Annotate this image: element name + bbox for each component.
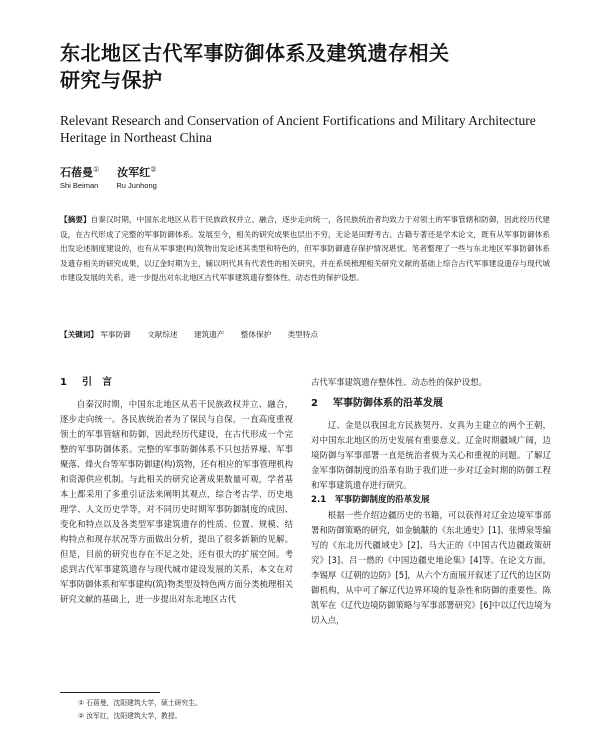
english-title-line-2: Heritage in Northeast China	[60, 130, 212, 145]
section-2-heading	[311, 396, 551, 412]
author-1-pinyin: Shi Beiman	[60, 181, 99, 190]
author-2-pinyin: Ru Junhong	[116, 181, 157, 190]
section-2-paragraph: 辽、金是以我国北方民族契丹、女真为主建立的两个王朝，对中国东北地区的历史发展有重要意义。辽金时期疆域广阔，边境防御与军事部署一直是统治者极为关心和重视的问题。了解辽金军事防御制度的沿革有助于我们进一步对辽金时期的防御工程和军事建筑遗存进行研究。	[311, 420, 551, 490]
keywords	[60, 328, 550, 342]
keyword: 文献综述	[147, 330, 178, 339]
section-1-number: 1	[60, 377, 67, 388]
chinese-title	[60, 40, 550, 94]
keyword: 军事防御	[100, 330, 131, 339]
keywords-label: 【关键词】	[60, 330, 98, 339]
abstract	[60, 213, 550, 286]
keyword: 整体保护	[240, 330, 272, 339]
subsection-2-1-title: 军事防御制度的沿革发展	[335, 495, 430, 505]
english-title-line-1: Relevant Research and Conservation of Ancient Fortifications and Military Architecture	[60, 113, 536, 128]
subsection-2-1-number: 2.1	[311, 495, 327, 505]
authors-english	[60, 181, 157, 190]
right-column	[311, 375, 551, 628]
left-column	[60, 375, 293, 607]
footnotes	[78, 697, 202, 723]
keyword: 类型特点	[287, 330, 318, 339]
section-1-continuation: 古代军事建筑遗存整体性、动态性的保护设想。	[311, 377, 487, 387]
subsection-2-1-heading	[311, 493, 551, 508]
section-2-title: 军事防御体系的沿革发展	[333, 398, 443, 409]
section-1-title: 引 言	[82, 377, 112, 388]
subsection-2-1-paragraph: 根据一些介绍边疆历史的书籍，可以获得对辽金边境军事部署和防御策略的研究，如金毓黻的《东北通史》[1]、张博泉等编写的《东北历代疆域史》[2]、马大正的《中国古代边疆政策研究》[3]、吕一燃的《中国边疆史地论集》[4]等。在论文方面，李锡厚《辽朝的边防》[5]，从六个方面展开叙述了辽代的边区防御机构，从中可了解辽代边界环境的复杂性和防御的重要性。陈凯军在《辽代边境防御策略与军事部署研究》[6]中以辽代边境为切入点，	[311, 510, 551, 625]
footnote-1: ① 石蓓曼，沈阳建筑大学，硕士研究生。	[78, 699, 202, 707]
section-1-heading	[60, 375, 293, 391]
keyword: 建筑遗产	[193, 330, 225, 339]
author-2-name: 汝军红	[117, 166, 151, 179]
chinese-title-line-1: 东北地区古代军事防御体系及建筑遗存相关	[60, 41, 450, 65]
footnote-divider	[60, 692, 160, 693]
abstract-text: 自秦汉时期，中国东北地区从若干民族政权并立、融合，逐步走向统一，各民族统治者均致力于对领土的军事管辖和防御，因此经历代建设，在古代形成了完整的军事防御体系。发展至今，相关的研究成果也层出不穷，无论是田野考古、古籍专著还是学术论文，既有从军事防御体系出发论述制度建设的，也有从军事建(构)筑物出发论述其类型和特色的，但军事防御遗存保护情况堪忧。笔者整理了一些与东北地区军事防御体系及遗存相关的研究成果，以辽金时期为主，辅以明代具有代表性的相关研究，并在系统梳理相关研究文献的基础上综合古代军事建设遗存与现代城市建设发展的关系，进一步提出对东北地区古代军事建筑遗存整体性、动态性的保护设想。	[60, 215, 551, 283]
authors-chinese	[60, 164, 157, 180]
author-1-footnote-mark: ①	[93, 165, 100, 174]
author-1-name: 石蓓曼	[60, 166, 93, 179]
section-2-number: 2	[311, 398, 318, 409]
section-1-paragraph: 自秦汉时期，中国东北地区从若干民族政权并立、融合，逐步走向统一。各民族统治者为了保民与自保，一直高度重视领土的军事管辖和防御，因此经历代建设，在古代形成一个完整的军事防御体系。完整的军事防御体系不只包括界壕、军事聚落、烽火台等军事防御建(构)筑物，还有相应的军事管理机构和资源供应机制。与此相关的研究论著成果数量可观，学者基本上都采用了多重引证法来阐明其观点，综合考古学、历史地理学、人文历史学等，对不同历史时期军事防御制度的成因、变化和特点以及各类型军事建筑遗存的性质、位置、规模、结构特点和现存状况等方面做出分析，提出了很多新颖的见解。但是，目前的研究也存在不足之处，还有很大的扩展空间。考虑到古代军事建筑遗存与现代城市建设发展的关系，本文在对军事防御体系和军事建构(筑)物类型及特色两方面分类梳理相关研究文献的基础上，进一步提出对东北地区古代	[60, 399, 293, 604]
english-title	[60, 112, 550, 146]
footnote-2: ② 汝军红，沈阳建筑大学，教授。	[78, 712, 182, 720]
author-2-footnote-mark: ②	[150, 165, 157, 174]
abstract-label: 【摘要】	[60, 215, 91, 224]
chinese-title-line-2: 研究与保护	[60, 68, 163, 92]
